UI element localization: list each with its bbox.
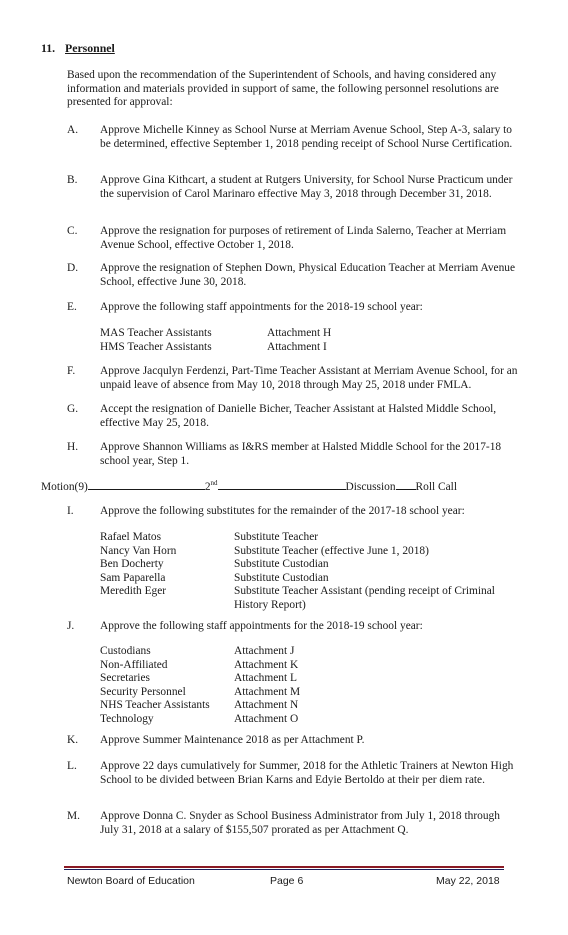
row-value: Attachment M — [234, 685, 301, 698]
item-text-l: Approve 22 days cumulatively for Summer, 2018 for the Athletic Trainers at Newton High School to be divided between Brian Karns and Edyie Bertoldo at their per diem rate. — [100, 760, 514, 786]
row-value: Attachment L — [234, 672, 297, 685]
row-label: Non-Affiliated — [100, 658, 168, 671]
row-value: Substitute Teacher (effective June 1, 2018) — [234, 544, 429, 557]
item-letter-k: K. — [67, 734, 79, 746]
item-letter-b: B. — [67, 174, 78, 186]
item-letter-d: D. — [67, 262, 79, 274]
section-number: 11. — [41, 41, 56, 55]
row-label: Custodians — [100, 645, 151, 657]
table-row — [100, 341, 557, 355]
intro-paragraph: Based upon the recommendation of the Superintendent of Schools, and having considered any information and materials provided in support of same, the following personnel resolutions are presented for approval: — [67, 69, 499, 109]
section-heading — [41, 42, 115, 56]
second-label: 2 — [204, 481, 211, 493]
item-letter-l: L. — [67, 760, 77, 772]
row-label: Meredith Eger — [100, 585, 167, 598]
table-row — [100, 585, 524, 612]
item-text-h: Approve Shannon Williams as I&RS member at Halsted Middle School for the 2017-18 school year, Step 1. — [100, 441, 502, 467]
second-superscript: nd — [210, 479, 218, 488]
row-value: Attachment N — [234, 699, 299, 712]
motion-label: Motion(9) — [41, 481, 88, 493]
row-label: Security Personnel — [100, 685, 186, 698]
row-label: NHS Teacher Assistants — [100, 699, 210, 712]
table-row — [100, 659, 524, 673]
discussion-blank[interactable] — [396, 479, 416, 490]
table-row — [100, 645, 524, 659]
item-text-a: Approve Michelle Kinney as School Nurse at Merriam Avenue School, Step A-3, salary to be determined, effective September 1, 2018 pending receipt of School Nurse Certification. — [100, 124, 513, 150]
table-row — [100, 572, 524, 586]
table-row — [100, 686, 524, 700]
item-text-f: Approve Jacqulyn Ferdenzi, Part-Time Teacher Assistant at Merriam Avenue School, for an unpaid leave of absence from May 10, 2018 through May 25, 2018 under FMLA. — [100, 365, 518, 391]
item-text-j: Approve the following staff appointments for the 2018-19 school year: — [100, 620, 423, 632]
second-blank[interactable] — [218, 479, 346, 490]
item-text-g: Accept the resignation of Danielle Bicher, Teacher Assistant at Halsted Middle School, effective May 25, 2018. — [100, 403, 497, 429]
row-value: Attachment J — [234, 645, 295, 657]
item-letter-a: A. — [67, 124, 79, 136]
item-text-i: Approve the following substitutes for the remainder of the 2017-18 school year: — [100, 505, 465, 517]
row-value: Substitute Custodian — [234, 558, 329, 571]
table-row — [100, 545, 524, 559]
motion-line — [41, 479, 501, 495]
footer-date: May 22, 2018 — [436, 875, 500, 887]
row-label: HMS Teacher Assistants — [100, 340, 212, 353]
table-row — [100, 672, 524, 686]
table-row — [100, 699, 524, 713]
item-text-c: Approve the resignation for purposes of retirement of Linda Salerno, Teacher at Merriam Avenue School, effective October 1, 2018. — [100, 225, 507, 251]
roll-call-label: Roll Call — [415, 481, 457, 493]
footer-rule-red — [64, 866, 504, 868]
row-label: Technology — [100, 712, 154, 725]
motion-blank[interactable] — [88, 479, 205, 490]
row-label: MAS Teacher Assistants — [100, 327, 212, 339]
item-letter-i: I. — [67, 505, 74, 517]
row-label: Rafael Matos — [100, 531, 162, 543]
item-text-b: Approve Gina Kithcart, a student at Rutgers University, for School Nurse Practicum under the supervision of Carol Marinaro effective May 3, 2018 through December 31, 2018. — [100, 174, 513, 200]
item-text-m: Approve Donna C. Snyder as School Business Administrator from July 1, 2018 through July 31, 2018 at a salary of $155,507 prorated as per Attachment Q. — [100, 810, 500, 836]
item-letter-g: G. — [67, 403, 79, 415]
footer-page-number: Page 6 — [270, 875, 304, 887]
section-title: Personnel — [65, 41, 115, 55]
table-row — [100, 531, 524, 545]
item-letter-f: F. — [67, 365, 76, 377]
row-value: Attachment H — [267, 327, 332, 339]
row-value: Attachment K — [234, 658, 299, 671]
row-value: Substitute Teacher — [234, 531, 319, 543]
table-row — [100, 327, 557, 341]
row-label: Ben Docherty — [100, 558, 164, 571]
footer-rule-blue — [64, 869, 504, 870]
item-letter-j: J. — [67, 620, 75, 632]
row-label: Secretaries — [100, 672, 150, 685]
item-letter-c: C. — [67, 225, 78, 237]
item-letter-h: H. — [67, 441, 79, 453]
row-label: Sam Paparella — [100, 571, 166, 584]
item-text-d: Approve the resignation of Stephen Down, Physical Education Teacher at Merriam Avenue School, effective June 30, 2018. — [100, 262, 516, 288]
row-value: Attachment I — [267, 340, 327, 353]
appointments-table-e — [100, 327, 557, 354]
item-text-k: Approve Summer Maintenance 2018 as per Attachment P. — [100, 734, 365, 746]
footer-organization: Newton Board of Education — [67, 875, 195, 887]
row-value: Attachment O — [234, 712, 299, 725]
item-letter-m: M. — [67, 810, 80, 822]
appointments-table-j — [100, 645, 524, 727]
table-row — [100, 713, 524, 727]
substitutes-table — [100, 531, 524, 613]
row-value: Substitute Teacher Assistant (pending receipt of Criminal History Report) — [234, 585, 495, 611]
item-text-e: Approve the following staff appointments for the 2018-19 school year: — [100, 301, 423, 313]
row-label: Nancy Van Horn — [100, 544, 177, 557]
item-letter-e: E. — [67, 301, 77, 313]
row-value: Substitute Custodian — [234, 571, 329, 584]
table-row — [100, 558, 524, 572]
discussion-label: Discussion — [345, 481, 396, 493]
